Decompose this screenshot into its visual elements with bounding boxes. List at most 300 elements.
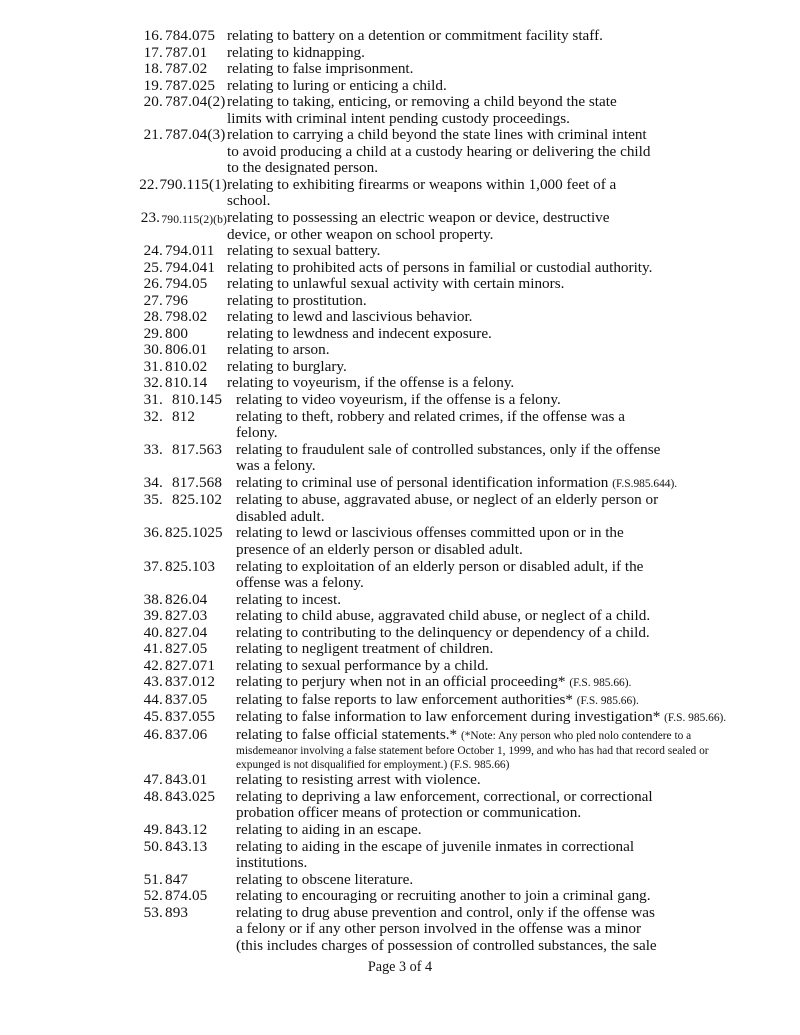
entry-index: 40 <box>143 623 159 641</box>
statute-citation-number: 800 <box>165 324 189 342</box>
statute-entry <box>136 674 736 692</box>
description-text: relating to exploitation of an elderly person or disabled adult, if the <box>236 557 644 575</box>
statute-number-column <box>136 45 227 62</box>
statute-number-column <box>136 475 227 492</box>
statute-description-column <box>227 342 736 359</box>
description-line <box>236 727 736 744</box>
statute-description-column <box>227 772 736 789</box>
entry-index-period: . <box>159 837 163 855</box>
statute-number-column <box>136 260 227 277</box>
statute-citation-number: 825.103 <box>165 557 216 575</box>
statute-entry <box>136 625 736 642</box>
statute-description-column <box>227 658 736 675</box>
statute-number-column <box>136 492 227 509</box>
statute-number-column <box>136 789 227 806</box>
statute-entry <box>136 442 736 475</box>
statute-citation-number: 827.03 <box>165 607 208 625</box>
statute-number-column <box>136 309 227 326</box>
statute-citation-number: 825.1025 <box>165 524 223 542</box>
statute-entry <box>136 28 736 45</box>
statute-description-column <box>227 359 736 376</box>
description-line <box>227 227 736 244</box>
statute-citation-number: 787.025 <box>165 76 216 94</box>
entry-index: 27 <box>143 291 159 309</box>
entry-index: 45 <box>143 708 159 726</box>
statute-entry <box>136 822 736 839</box>
statute-description-column <box>227 210 736 243</box>
statute-description-column <box>227 392 736 409</box>
statute-entry <box>136 692 736 710</box>
statute-entry <box>136 888 736 905</box>
statute-reference-citation: (F.S. 985.66). <box>576 694 639 707</box>
statute-entry <box>136 789 736 822</box>
entry-index: 32 <box>143 374 159 392</box>
description-text: relating to negligent treatment of children. <box>236 640 494 658</box>
description-line <box>236 425 736 442</box>
entry-index: 39 <box>143 607 159 625</box>
statute-citation-number: 893 <box>165 903 189 921</box>
description-line <box>236 592 736 609</box>
description-text: relating to exhibiting firearms or weapons within 1,000 feet of a <box>227 175 617 193</box>
description-text: a felony or if any other person involved in the offense was a minor <box>236 920 642 938</box>
statute-entry <box>136 492 736 525</box>
entry-index-period: . <box>159 787 163 805</box>
statute-number-column <box>136 692 227 709</box>
entry-index: 36 <box>143 524 159 542</box>
statute-entry <box>136 559 736 592</box>
description-text: institutions. <box>236 854 308 872</box>
entry-index: 26 <box>143 275 159 293</box>
description-line <box>227 293 736 310</box>
entry-index: 35 <box>143 491 159 509</box>
entry-index: 41 <box>143 640 159 658</box>
description-line <box>236 509 736 526</box>
statute-number-column <box>136 608 227 625</box>
statute-citation-number: 810.14 <box>165 374 208 392</box>
statute-citation-number: 827.04 <box>165 623 208 641</box>
statute-citation-number: 847 <box>165 870 189 888</box>
description-text: relating to obscene literature. <box>236 870 414 888</box>
description-line <box>227 160 736 177</box>
statute-citation-number: 837.012 <box>165 673 216 691</box>
statute-citation-number: 794.041 <box>165 258 216 276</box>
statute-number-column <box>136 210 227 227</box>
statute-citation-number: 826.04 <box>165 590 208 608</box>
description-line <box>236 822 736 839</box>
entry-index: 34 <box>143 473 159 491</box>
description-line <box>227 210 736 227</box>
description-text: relating to encouraging or recruiting another to join a criminal gang. <box>236 887 651 905</box>
entry-index-period: . <box>159 43 163 61</box>
statute-citation-number: 837.05 <box>165 690 208 708</box>
statute-description-column <box>227 625 736 642</box>
entry-index: 18 <box>143 60 159 78</box>
statute-description-column <box>227 727 736 772</box>
statute-citation-number: 790.115(2)(b) <box>161 212 227 226</box>
entry-index-period: . <box>159 491 163 509</box>
statute-list <box>136 28 736 954</box>
description-line <box>236 559 736 576</box>
description-text: relating to burglary. <box>227 357 347 375</box>
description-text: relating to video voyeurism, if the offense is a felony. <box>236 391 561 409</box>
entry-index-period: . <box>159 242 163 260</box>
description-line <box>236 772 736 789</box>
statute-entry <box>136 78 736 95</box>
statute-citation-number: 810.02 <box>165 357 208 375</box>
statute-entry <box>136 359 736 376</box>
description-line <box>227 326 736 343</box>
description-text: relating to false imprisonment. <box>227 60 414 78</box>
statute-entry <box>136 839 736 872</box>
description-text: offense was a felony. <box>236 574 364 592</box>
entry-index: 22 <box>139 175 155 193</box>
description-line <box>236 525 736 542</box>
statute-description-column <box>227 442 736 475</box>
statute-citation-number: 784.075 <box>165 27 216 44</box>
description-text: relating to prostitution. <box>227 291 367 309</box>
description-line <box>227 127 736 144</box>
statute-number-column <box>136 392 227 409</box>
description-text: relating to aiding in the escape of juvenile inmates in correctional <box>236 837 635 855</box>
description-line <box>227 276 736 293</box>
statute-description-column <box>227 78 736 95</box>
description-line <box>236 872 736 889</box>
entry-index-period: . <box>159 440 163 458</box>
statute-number-column <box>136 28 227 45</box>
description-line <box>236 855 736 872</box>
entry-index: 42 <box>143 656 159 674</box>
statute-number-column <box>136 641 227 658</box>
description-line <box>227 260 736 277</box>
entry-index-period: . <box>159 887 163 905</box>
statute-description-column <box>227 525 736 558</box>
statute-entry <box>136 260 736 277</box>
statute-entry <box>136 375 736 392</box>
description-text: relating to contributing to the delinquency or dependency of a child. <box>236 623 650 641</box>
entry-index: 33 <box>143 440 159 458</box>
statute-entry <box>136 905 736 955</box>
statute-citation-number: 843.025 <box>165 787 216 805</box>
statute-number-column <box>136 78 227 95</box>
entry-index: 46 <box>143 725 159 743</box>
statute-number-column <box>136 127 227 144</box>
entry-index: 51 <box>143 870 159 888</box>
statute-citation-number: 843.13 <box>165 837 208 855</box>
entry-index-period: . <box>159 673 163 691</box>
statute-citation-number: 837.055 <box>165 708 216 726</box>
statute-description-column <box>227 641 736 658</box>
description-text: relating to perjury when not in an official proceeding* <box>236 673 570 691</box>
statute-description-column <box>227 692 736 710</box>
description-text: disabled adult. <box>236 507 325 525</box>
entry-index-period: . <box>159 640 163 658</box>
statute-citation-number: 827.05 <box>165 640 208 658</box>
entry-index-period: . <box>159 308 163 326</box>
statute-citation-number: 790.115(1) <box>159 175 227 193</box>
statute-entry <box>136 45 736 62</box>
statute-entry <box>136 772 736 789</box>
statute-entry <box>136 608 736 625</box>
entry-index-period: . <box>159 708 163 726</box>
statute-description-column <box>227 608 736 625</box>
statute-entry <box>136 326 736 343</box>
statute-number-column <box>136 727 227 744</box>
statute-citation-number: 812 <box>172 407 196 425</box>
statute-entry <box>136 409 736 442</box>
statute-description-column <box>227 888 736 905</box>
entry-index: 47 <box>143 771 159 789</box>
description-line <box>236 409 736 426</box>
entry-index-period: . <box>159 407 163 425</box>
statute-entry <box>136 525 736 558</box>
page-footer: Page 3 of 4 <box>367 959 433 975</box>
description-text: relating to child abuse, aggravated child abuse, or neglect of a child. <box>236 607 651 625</box>
entry-index-period: . <box>159 60 163 78</box>
entry-index-period: . <box>159 473 163 491</box>
description-text: relating to resisting arrest with violence. <box>236 771 481 789</box>
description-text: relating to aiding in an escape. <box>236 820 422 838</box>
statute-number-column <box>136 709 227 726</box>
statute-number-column <box>136 872 227 889</box>
statute-citation-number: 825.102 <box>172 491 223 509</box>
statute-description-column <box>227 905 736 955</box>
description-text: felony. <box>236 424 278 442</box>
statute-description-column <box>227 45 736 62</box>
statute-description-column <box>227 326 736 343</box>
description-line <box>236 674 736 692</box>
entry-index-period: . <box>159 93 163 111</box>
statute-number-column <box>136 822 227 839</box>
description-line <box>227 94 736 111</box>
description-text: presence of an elderly person or disabled adult. <box>236 540 523 558</box>
entry-index-period: . <box>159 690 163 708</box>
statute-number-column <box>136 375 227 392</box>
description-line <box>236 492 736 509</box>
statute-entry <box>136 709 736 727</box>
entry-index: 50 <box>143 837 159 855</box>
footnote-text: (*Note: Any person who pled nolo contendere to a <box>460 729 692 742</box>
statute-description-column <box>227 822 736 839</box>
statute-number-column <box>136 559 227 576</box>
entry-index: 53 <box>143 903 159 921</box>
statute-entry <box>136 243 736 260</box>
entry-index: 29 <box>143 324 159 342</box>
description-text: relating to fraudulent sale of controlled substances, only if the offense <box>236 440 661 458</box>
statute-citation-number: 806.01 <box>165 341 208 359</box>
statute-description-column <box>227 674 736 692</box>
statute-entry <box>136 293 736 310</box>
description-line <box>236 658 736 675</box>
statute-reference-citation: (F.S. 985.66). <box>569 677 632 690</box>
entry-index: 30 <box>143 341 159 359</box>
description-text: relating to false information to law enforcement during investigation* <box>236 708 665 726</box>
description-text: relating to drug abuse prevention and control, only if the offense was <box>236 903 655 921</box>
statute-description-column <box>227 177 736 210</box>
description-text: relating to lewd or lascivious offenses committed upon or in the <box>236 524 624 542</box>
statute-number-column <box>136 905 227 922</box>
statute-number-column <box>136 772 227 789</box>
statute-number-column <box>136 293 227 310</box>
entry-index: 24 <box>143 242 159 260</box>
entry-index-period: . <box>159 771 163 789</box>
entry-index-period: . <box>159 357 163 375</box>
statute-description-column <box>227 61 736 78</box>
description-text: to avoid producing a child at a custody hearing or delivering the child <box>227 142 651 160</box>
statute-number-column <box>136 94 227 111</box>
description-text: to the designated person. <box>227 159 378 177</box>
entry-index: 19 <box>143 76 159 94</box>
description-text: relating to incest. <box>236 590 342 608</box>
description-text: relating to theft, robbery and related crimes, if the offense was a <box>236 407 625 425</box>
statute-entry <box>136 177 736 210</box>
statute-number-column <box>136 342 227 359</box>
description-text: relating to possessing an electric weapon or device, destructive <box>227 209 610 227</box>
statute-citation-number: 794.011 <box>165 242 215 260</box>
statute-citation-number: 843.12 <box>165 820 208 838</box>
entry-index-period: . <box>159 590 163 608</box>
description-line <box>227 243 736 260</box>
statute-number-column <box>136 326 227 343</box>
entry-index-period: . <box>156 209 161 227</box>
entry-index-period: . <box>159 275 163 293</box>
description-text: relating to battery on a detention or commitment facility staff. <box>227 27 603 44</box>
statute-entry <box>136 592 736 609</box>
statute-number-column <box>136 674 227 691</box>
entry-index-period: . <box>159 341 163 359</box>
statute-description-column <box>227 127 736 177</box>
statute-citation-number: 787.04(3) <box>165 126 226 144</box>
statute-entry <box>136 641 736 658</box>
statute-description-column <box>227 276 736 293</box>
statute-number-column <box>136 177 227 194</box>
statute-entry <box>136 61 736 78</box>
description-line <box>236 805 736 822</box>
description-line <box>227 309 736 326</box>
entry-index: 20 <box>143 93 159 111</box>
statute-citation-number: 796 <box>165 291 189 309</box>
description-line <box>227 342 736 359</box>
description-line <box>236 709 736 727</box>
description-text: relating to kidnapping. <box>227 43 365 61</box>
description-text: relation to carrying a child beyond the state lines with criminal intent <box>227 126 647 144</box>
entry-index-period: . <box>159 607 163 625</box>
statute-description-column <box>227 243 736 260</box>
statute-citation-number: 874.05 <box>165 887 208 905</box>
description-line <box>236 789 736 806</box>
entry-index: 25 <box>143 258 159 276</box>
entry-index-period: . <box>159 870 163 888</box>
statute-entry <box>136 658 736 675</box>
statute-description-column <box>227 309 736 326</box>
footnote-line: misdemeanor involving a false statement before October 1, 1999, and who has had that record sealed or <box>236 744 709 757</box>
entry-index: 37 <box>143 557 159 575</box>
description-line <box>227 144 736 161</box>
description-text: was a felony. <box>236 457 316 475</box>
entry-index: 43 <box>143 673 159 691</box>
description-line <box>227 28 736 45</box>
statute-description-column <box>227 789 736 822</box>
statute-description-column <box>227 872 736 889</box>
description-text: relating to false reports to law enforcement authorities* <box>236 690 577 708</box>
statute-number-column <box>136 409 227 426</box>
statute-citation-number: 817.563 <box>172 440 223 458</box>
statute-entry <box>136 94 736 127</box>
description-text: relating to arson. <box>227 341 330 359</box>
entry-index: 31 <box>143 357 159 375</box>
entry-index-period: . <box>159 76 163 94</box>
description-text: relating to abuse, aggravated abuse, or neglect of an elderly person or <box>236 491 659 509</box>
description-line <box>236 475 736 493</box>
statute-number-column <box>136 442 227 459</box>
description-line <box>236 575 736 592</box>
entry-index: 16 <box>143 27 159 44</box>
description-line <box>236 938 736 955</box>
description-text: relating to sexual battery. <box>227 242 381 260</box>
statute-citation-number: 798.02 <box>165 308 208 326</box>
statute-citation-number: 837.06 <box>165 725 208 743</box>
entry-index: 49 <box>143 820 159 838</box>
entry-index: 28 <box>143 308 159 326</box>
statute-number-column <box>136 61 227 78</box>
entry-index-period: . <box>159 557 163 575</box>
entry-index-period: . <box>159 656 163 674</box>
description-line <box>236 625 736 642</box>
description-line <box>236 442 736 459</box>
description-line <box>236 921 736 938</box>
description-text: school. <box>227 192 271 210</box>
statute-number-column <box>136 276 227 293</box>
entry-index: 48 <box>143 787 159 805</box>
statute-citation-number: 817.568 <box>172 473 223 491</box>
entry-index-period: . <box>159 126 163 144</box>
description-text: probation officer means of protection or communication. <box>236 804 582 822</box>
statute-description-column <box>227 592 736 609</box>
statute-citation-number: 843.01 <box>165 771 208 789</box>
entry-index: 44 <box>143 690 159 708</box>
statute-citation-number: 787.01 <box>165 43 208 61</box>
entry-index-period: . <box>159 374 163 392</box>
description-text: relating to voyeurism, if the offense is a felony. <box>227 374 515 392</box>
description-text: relating to depriving a law enforcement, correctional, or correctional <box>236 787 653 805</box>
statute-citation-number: 787.02 <box>165 60 208 78</box>
statute-entry <box>136 475 736 493</box>
description-line <box>227 111 736 128</box>
description-text: limits with criminal intent pending custody proceedings. <box>227 109 570 127</box>
statute-description-column <box>227 475 736 493</box>
description-text: relating to lewd and lascivious behavior. <box>227 308 473 326</box>
entry-index-period: . <box>159 903 163 921</box>
statute-citation-number: 810.145 <box>172 391 223 409</box>
entry-index-period: . <box>159 324 163 342</box>
statute-description-column <box>227 28 736 45</box>
entry-index-period: . <box>159 820 163 838</box>
statute-description-column <box>227 409 736 442</box>
description-text: relating to false official statements.* <box>236 725 461 743</box>
description-line <box>236 542 736 559</box>
statute-description-column <box>227 492 736 525</box>
statute-number-column <box>136 888 227 905</box>
statute-entry <box>136 210 736 243</box>
description-line <box>227 61 736 78</box>
statute-entry <box>136 872 736 889</box>
description-line <box>236 641 736 658</box>
footnote-line: expunged is not disqualified for employment.) (F.S. 985.66) <box>236 758 510 771</box>
entry-index-period: . <box>159 391 163 409</box>
statute-description-column <box>227 293 736 310</box>
entry-index-period: . <box>159 291 163 309</box>
statute-entry <box>136 276 736 293</box>
entry-index-period: . <box>159 258 163 276</box>
